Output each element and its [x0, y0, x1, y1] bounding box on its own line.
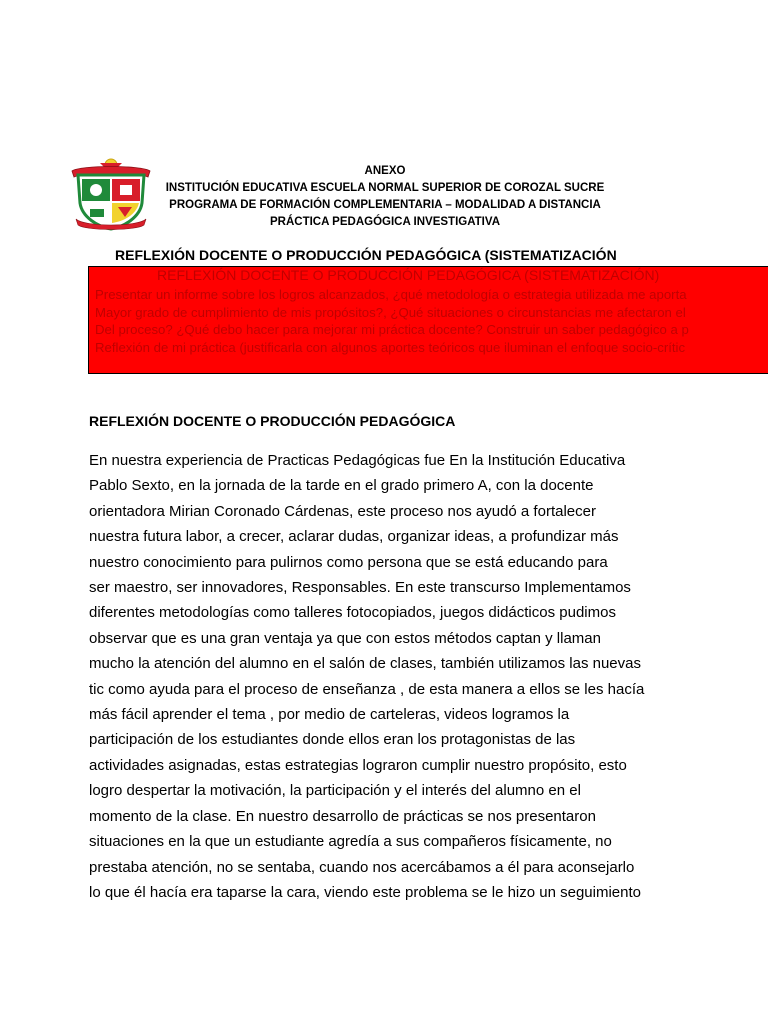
paragraph-line: ser maestro, ser innovadores, Responsables. En este transcurso Implementamos [89, 579, 631, 597]
instruction-line: Presentar un informe sobre los logros alcanzados, ¿qué metodología o estrategia utilizada me aporta [95, 287, 687, 302]
header-line-annex: ANEXO [364, 165, 406, 177]
section-heading: REFLEXIÓN DOCENTE O PRODUCCIÓN PEDAGÓGICA (SISTEMATIZACIÓN [115, 247, 617, 263]
document-header [150, 163, 620, 231]
paragraph-line: actividades asignadas, estas estrategias lograron cumplir nuestro propósito, esto [89, 756, 627, 774]
paragraph-line: lo que él hacía era taparse la cara, viendo este problema se le hizo un seguimiento [89, 883, 642, 901]
instruction-box-title: REFLEXIÓN DOCENTE O PRODUCCIÓN PEDAGÓGICA (SISTEMATIZACIÓN) [157, 267, 660, 283]
paragraph-line: diferentes metodologías como talleres fotocopiados, juegos didácticos pudimos [89, 604, 616, 622]
instruction-box-text [95, 286, 689, 356]
body-paragraph [89, 448, 689, 905]
paragraph-line: momento de la clase. En nuestro desarrollo de prácticas se nos presentaron [89, 807, 596, 825]
paragraph-line: nuestra futura labor, a crecer, aclarar dudas, organizar ideas, a profundizar más [89, 528, 619, 546]
paragraph-line: orientadora Mirian Coronado Cárdenas, este proceso nos ayudó a fortalecer [89, 502, 596, 520]
instruction-line: Del proceso? ¿Qué debo hacer para mejorar mi práctica docente? Construir un saber pedagógico a p [95, 322, 689, 338]
header-line-institution: INSTITUCIÓN EDUCATIVA ESCUELA NORMAL SUPERIOR DE COROZAL SUCRE [165, 182, 605, 194]
paragraph-line: nuestro conocimiento para pulirnos como persona que se está educando para [89, 553, 608, 571]
paragraph-line: observar que es una gran ventaja ya que con estos métodos captan y llaman [89, 629, 601, 647]
header-line-program: PROGRAMA DE FORMACIÓN COMPLEMENTARIA – MODALIDAD A DISTANCIA [169, 199, 601, 211]
instruction-line: Reflexión de mi práctica (justificarla con algunos aportes teóricos que iluminan el enfoque socio-crític [95, 339, 686, 355]
instruction-line: Mayor grado de cumplimiento de mis propósitos?, ¿Qué situaciones o circunstancias me afectaron el [95, 304, 686, 320]
paragraph-line: En nuestra experiencia de Practicas Pedagógicas fue En la Institución Educativa [89, 452, 626, 469]
paragraph-line: más fácil aprender el tema , por medio de carteleras, videos logramos la [89, 706, 570, 724]
paragraph-line: mucho la atención del alumno en el salón de clases, también utilizamos las nuevas [89, 655, 641, 673]
header-line-practice: PRÁCTICA PEDAGÓGICA INVESTIGATIVA [269, 216, 500, 228]
paragraph-line: participación de los estudiantes donde ellos eran los protagonistas de las [89, 731, 576, 749]
paragraph-line: prestaba atención, no se sentaba, cuando nos acercábamos a él para aconsejarlo [89, 858, 635, 876]
paragraph-line: logro despertar la motivación, la participación y el interés del alumno en el [89, 782, 581, 800]
institution-shield-logo [70, 157, 152, 231]
paragraph-line: tic como ayuda para el proceso de enseñanza , de esta manera a ellos se les hacía [89, 680, 645, 698]
shield-icon [70, 157, 152, 231]
instruction-box [88, 266, 768, 374]
paragraph-line: Pablo Sexto, en la jornada de la tarde en el grado primero A, con la docente [89, 477, 594, 495]
body-heading: REFLEXIÓN DOCENTE O PRODUCCIÓN PEDAGÓGICA [89, 413, 456, 429]
paragraph-line: situaciones en la que un estudiante agredía a sus compañeros físicamente, no [89, 833, 612, 851]
